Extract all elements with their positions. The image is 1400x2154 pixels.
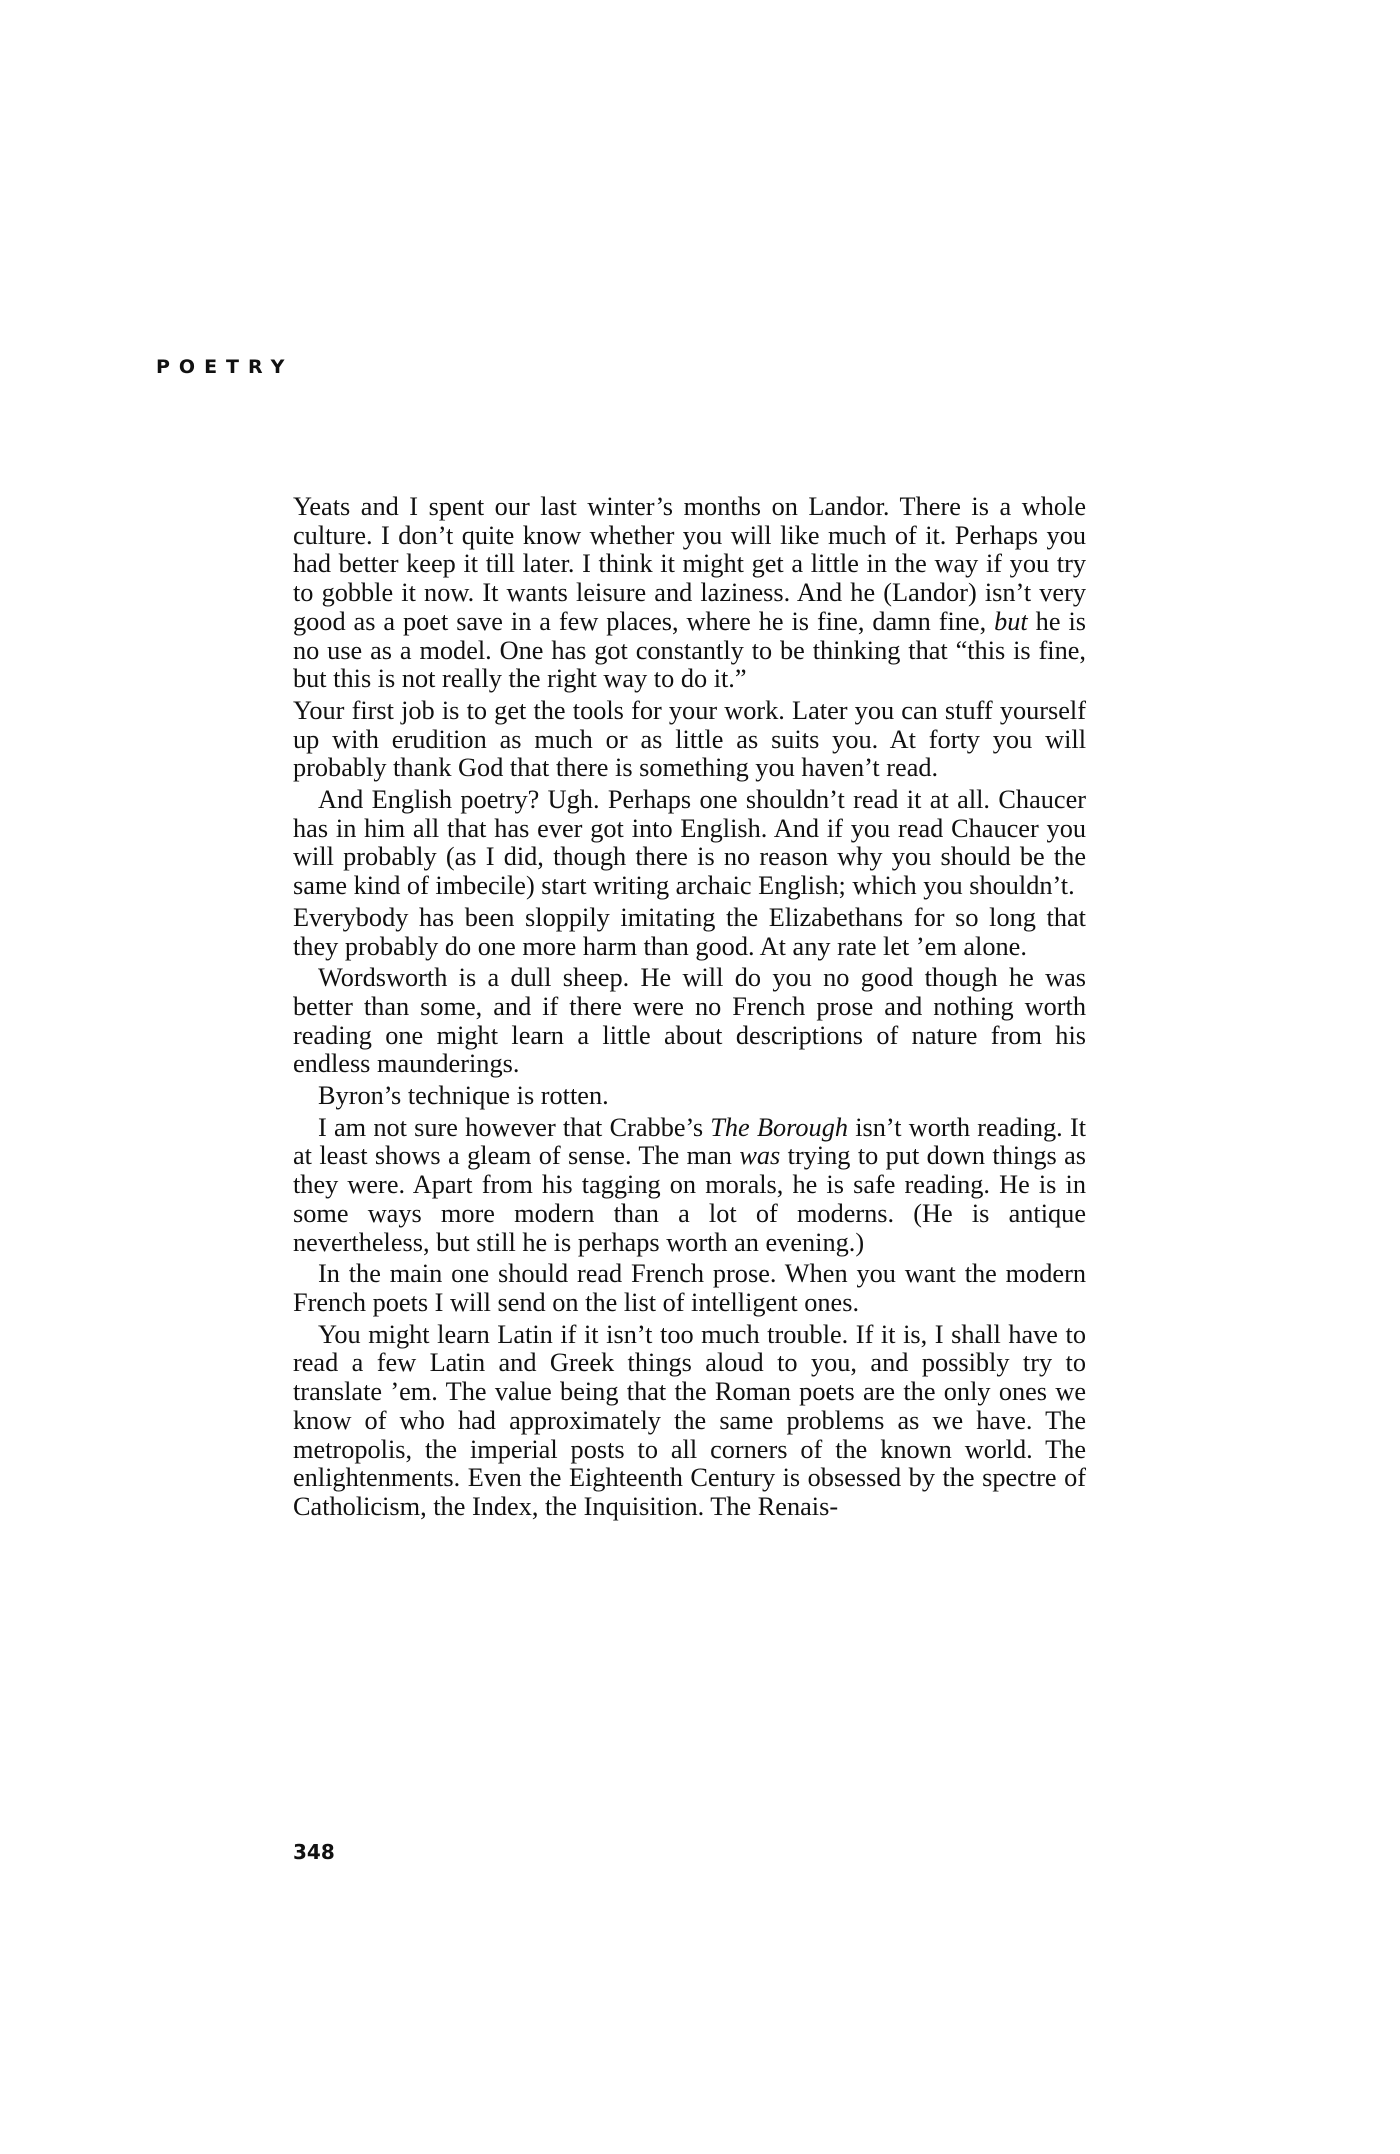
text-segment: Everybody has been sloppily imitating the Elizabethans for so long that they probably do one more harm than good. At any rate let ’em alone. bbox=[293, 902, 1086, 961]
text-segment: Yeats and I spent our last winter’s months on Landor. There is a whole culture. I don’t quite know whether you will like much of it. Perhaps you had better keep it till later. I think it might get a little in the way if you try to gobble it now. It wants leisure and laziness. And he (Landor) isn’t very good as a poet save in a few places, where he is fine, damn fine, bbox=[293, 492, 1086, 636]
italic-segment: was bbox=[739, 1141, 781, 1171]
paragraph-first-job bbox=[293, 697, 1086, 783]
paragraph-crabbe bbox=[293, 1114, 1086, 1258]
text-segment: In the main one should read French prose. When you want the modern French poets I will send on the list of intelligent ones. bbox=[293, 1259, 1086, 1317]
page-number: 348 bbox=[293, 1840, 335, 1864]
paragraph-byron bbox=[293, 1082, 1086, 1111]
italic-segment: but bbox=[994, 606, 1028, 636]
paragraph-elizabethans bbox=[293, 904, 1086, 961]
text-segment: Byron’s technique is rotten. bbox=[318, 1081, 609, 1111]
paragraph-latin bbox=[293, 1321, 1086, 1522]
text-segment: trying to put down things as they were. Apart from his tagging on morals, he is safe reading. He is in some ways more modern than a lot of moderns. (He is antique nevertheless, but still he is perhaps worth an evening.) bbox=[293, 1141, 1087, 1257]
paragraph-landor bbox=[293, 493, 1086, 694]
body-text bbox=[293, 493, 1086, 1525]
text-segment: You might learn Latin if it isn’t too much trouble. If it is, I shall have to read a few Latin and Greek things aloud to you, and possibly try to translate ’em. The value being that the Roman poets are the only ones we know of who had approximately the same problems as we have. The metropolis, the imperial posts to all corners of the known world. The enlightenments. Even the Eighteenth Century is obsessed by the spectre of Catholicism, the Index, the Inquisition. The Renais- bbox=[293, 1319, 1086, 1521]
text-segment: isn’t worth reading. It at least shows a gleam of sense. The man bbox=[293, 1112, 1087, 1171]
paragraph-french-prose bbox=[293, 1260, 1086, 1317]
paragraph-wordsworth bbox=[293, 964, 1086, 1079]
text-segment: he is no use as a model. One has got constantly to be thinking that “this is fine, but this is not really the right way to do it.” bbox=[293, 606, 1086, 694]
italic-segment: The Borough bbox=[710, 1112, 849, 1142]
paragraph-english-poetry bbox=[293, 786, 1086, 901]
text-segment: Your first job is to get the tools for your work. Later you can stuff yourself up with erudition as much or as little as suits you. At forty you will probably thank God that there is something you haven’t read. bbox=[293, 695, 1086, 783]
text-segment: And English poetry? Ugh. Perhaps one shouldn’t read it at all. Chaucer has in him all that has ever got into English. And if you read Chaucer you will probably (as I did, though there is no reason why you should be the same kind of imbecile) start writing archaic English; which you shouldn’t. bbox=[293, 785, 1086, 901]
text-segment: Wordsworth is a dull sheep. He will do you no good though he was better than some, and if there were no French prose and nothing worth reading one might learn a little about descriptions of nature from his endless maunderings. bbox=[293, 963, 1086, 1079]
running-head: POETRY bbox=[156, 356, 294, 378]
text-segment: I am not sure however that Crabbe’s bbox=[318, 1112, 711, 1142]
